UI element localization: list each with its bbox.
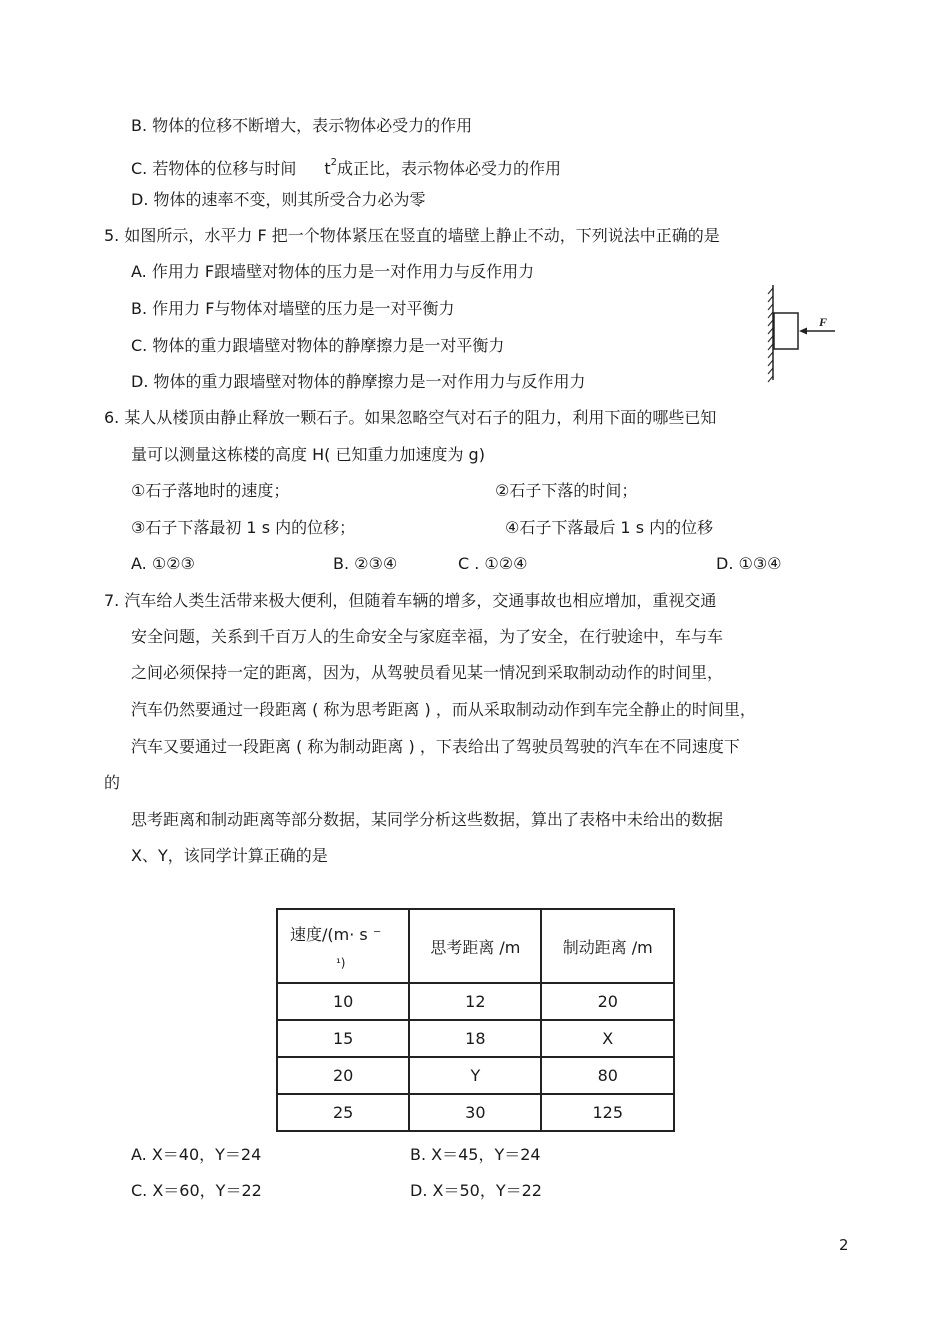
cell-braking: 125: [541, 1094, 674, 1131]
q5-option-a: A. 作用力 F跟墙壁对物体的压力是一对作用力与反作用力: [131, 262, 535, 281]
q6-item-4: ④石子下落最后 1 s 内的位移: [505, 518, 714, 537]
q7-line-4: 汽车仍然要通过一段距离 ( 称为思考距离 ) ，而从采取制动动作到车完全静止的时间里，: [131, 700, 756, 719]
q7-choice-c: C. X＝60，Y＝22: [131, 1181, 262, 1200]
q7-line-6: 的: [104, 773, 121, 792]
table-row: [277, 1057, 674, 1094]
q7-line-5: 汽车又要通过一段距离 ( 称为制动距离 ) ，下表给出了驾驶员驾驶的汽车在不同速度下: [131, 737, 740, 756]
q7-line-2: 安全问题，关系到千百万人的生命安全与家庭幸福，为了安全，在行驶途中，车与车: [131, 627, 724, 646]
table-row: [277, 1094, 674, 1131]
cell-braking: X: [541, 1020, 674, 1057]
q5-option-c: C. 物体的重力跟墙壁对物体的静摩擦力是一对平衡力: [131, 336, 505, 355]
q6-stem-2: 量可以测量这栋楼的高度 H( 已知重力加速度为 g): [131, 445, 485, 464]
q4-option-c-prefix: C. 若物体的位移与时间: [131, 159, 297, 178]
q5-stem: 5. 如图所示，水平力 F 把一个物体紧压在竖直的墙壁上静止不动，下列说法中正确的是: [104, 226, 720, 245]
table-row: [277, 983, 674, 1020]
q5-option-d: D. 物体的重力跟墙壁对物体的静摩擦力是一对作用力与反作用力: [131, 372, 586, 391]
cell-thinking: Y: [409, 1057, 541, 1094]
q6-choice-a: A. ①②③: [131, 554, 195, 573]
force-arrow-head: [799, 328, 807, 335]
q4-option-c-suffix: 成正比，表示物体必受力的作用: [337, 159, 562, 178]
cell-braking: 20: [541, 983, 674, 1020]
q7-line-3: 之间必须保持一定的距离，因为，从驾驶员看见某一情况到采取制动动作的时间里，: [131, 663, 724, 682]
cell-speed: 25: [277, 1094, 409, 1131]
q6-item-2: ②石子下落的时间；: [495, 481, 638, 500]
q4-option-b: B. 物体的位移不断增大，表示物体必受力的作用: [131, 116, 473, 135]
q7-choice-b: B. X＝45，Y＝24: [410, 1145, 541, 1164]
q7-line-8: X、Y，该同学计算正确的是: [131, 846, 328, 865]
header-braking-distance: 制动距离 /m: [541, 909, 674, 983]
q5-option-b: B. 作用力 F与物体对墙壁的压力是一对平衡力: [131, 299, 455, 318]
header-speed-sub: ¹): [336, 956, 346, 970]
speed-distance-table: [276, 908, 675, 1132]
q6-item-1: ①石子落地时的速度；: [131, 481, 290, 500]
force-label: F: [819, 315, 828, 329]
header-speed-main: 速度/(m· s ⁻: [290, 925, 382, 944]
q6-stem-1: 6. 某人从楼顶由静止释放一颗石子。如果忽略空气对石子的阻力，利用下面的哪些已知: [104, 408, 717, 427]
q4-option-c: [131, 152, 562, 178]
q4-option-c-exp: 2: [330, 157, 338, 168]
q7-choice-a: A. X＝40，Y＝24: [131, 1145, 262, 1164]
cell-speed: 20: [277, 1057, 409, 1094]
q6-choice-b: B. ②③④: [333, 554, 398, 573]
cell-thinking: 12: [409, 983, 541, 1020]
wall-force-figure: [760, 280, 850, 386]
q4-option-c-t: t: [324, 159, 331, 178]
table-row: [277, 1020, 674, 1057]
header-thinking-distance: 思考距离 /m: [409, 909, 541, 983]
q6-choice-d: D. ①③④: [716, 554, 782, 573]
q6-item-3: ③石子下落最初 1 s 内的位移；: [131, 518, 356, 537]
block-rect: [774, 313, 798, 349]
table-header-row: [277, 909, 674, 983]
cell-braking: 80: [541, 1057, 674, 1094]
cell-thinking: 30: [409, 1094, 541, 1131]
q7-choice-d: D. X＝50，Y＝22: [410, 1181, 542, 1200]
cell-speed: 10: [277, 983, 409, 1020]
cell-speed: 15: [277, 1020, 409, 1057]
q7-line-7: 思考距离和制动距离等部分数据，某同学分析这些数据，算出了表格中未给出的数据: [131, 810, 724, 829]
header-speed: [277, 909, 409, 983]
cell-thinking: 18: [409, 1020, 541, 1057]
q4-option-d: D. 物体的速率不变，则其所受合力必为零: [131, 190, 426, 209]
page-number: 2: [839, 1236, 849, 1254]
q6-choice-c: C . ①②④: [458, 554, 528, 573]
q7-line-1: 7. 汽车给人类生活带来极大便利，但随着车辆的增多，交通事故也相应增加，重视交通: [104, 591, 717, 610]
